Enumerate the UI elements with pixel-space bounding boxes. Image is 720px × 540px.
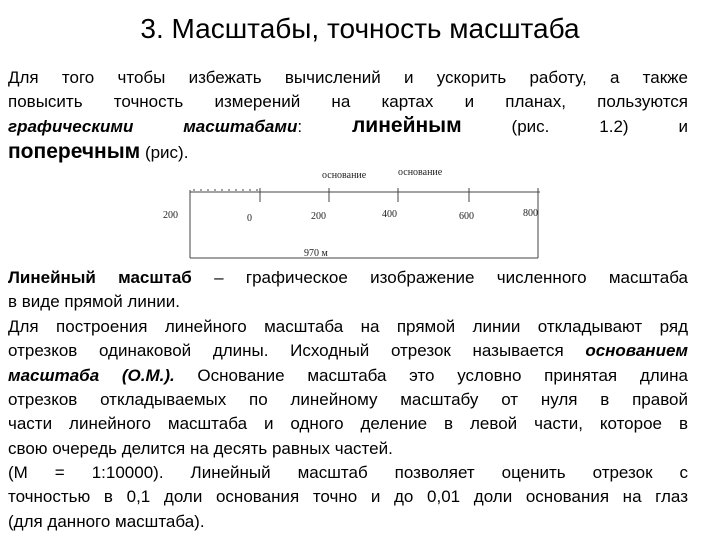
tick-label: 400 (382, 209, 397, 220)
intro-line-3 (8, 114, 688, 139)
body-line-2: в виде прямой линии. (8, 292, 180, 311)
measure-label: 970 м (304, 248, 328, 259)
conjunction-and: и (678, 117, 688, 136)
base-label-2: основание (398, 167, 443, 178)
fig-ref-transverse: (рис). (140, 143, 189, 162)
intro-line-2: повысить точность измерений на картах и планах, пользуются (8, 92, 688, 111)
body-line-1: Линейный масштаб – графическое изображение численного масштаба (8, 268, 688, 287)
body-line-7: части линейного масштаба и одного деление в левой части, которое в (8, 414, 688, 433)
base-label-1: основание (322, 170, 367, 181)
body-line-10: точностью в 0,1 доли основания точно и до 0,01 доли основания на глаз (8, 487, 688, 506)
body-line-3: Для построения линейного масштаба на прямой линии откладывают ряд (8, 317, 688, 336)
tick-label: 200 (163, 210, 178, 221)
tick-label: 200 (311, 211, 326, 222)
term-graphical: графическими (8, 117, 134, 136)
term-base: основанием (585, 341, 688, 360)
tick-label: 600 (459, 211, 474, 222)
fig-ref-word: (рис. (511, 117, 550, 136)
term-linear: линейным (351, 114, 462, 137)
intro-line-1: Для того чтобы избежать вычислений и ускорить работу, а также (8, 68, 688, 87)
term-scales: масштабами: (183, 117, 303, 136)
term-transverse: поперечным (8, 140, 141, 163)
body-line-9: (М = 1:10000). Линейный масштаб позволяет оценить отрезок с (8, 463, 688, 482)
body-line-6: отрезков откладываемых по линейному масштабу от нуля в правой (8, 390, 688, 409)
tick-label: 0 (247, 213, 252, 224)
body-line-8: свою очередь делится на десять равных частей. (8, 439, 393, 458)
body-line-11: (для данного масштаба). (8, 512, 205, 531)
tick-label: 800 (523, 208, 538, 219)
term-scale-base: масштаба (О.М.). (8, 366, 175, 385)
body-line-5: масштаба (О.М.). Основание масштаба это условно принятая длина (8, 366, 689, 385)
slide-title: 3. Масштабы, точность масштаба (140, 13, 580, 44)
term-linear-scale: Линейный масштаб (8, 268, 192, 287)
intro-line-4 (8, 140, 688, 165)
fig-ref-number: 1.2) (599, 117, 629, 136)
body-line-4: отрезков одинаковой длины. Исходный отрезок называется основанием (8, 341, 688, 360)
